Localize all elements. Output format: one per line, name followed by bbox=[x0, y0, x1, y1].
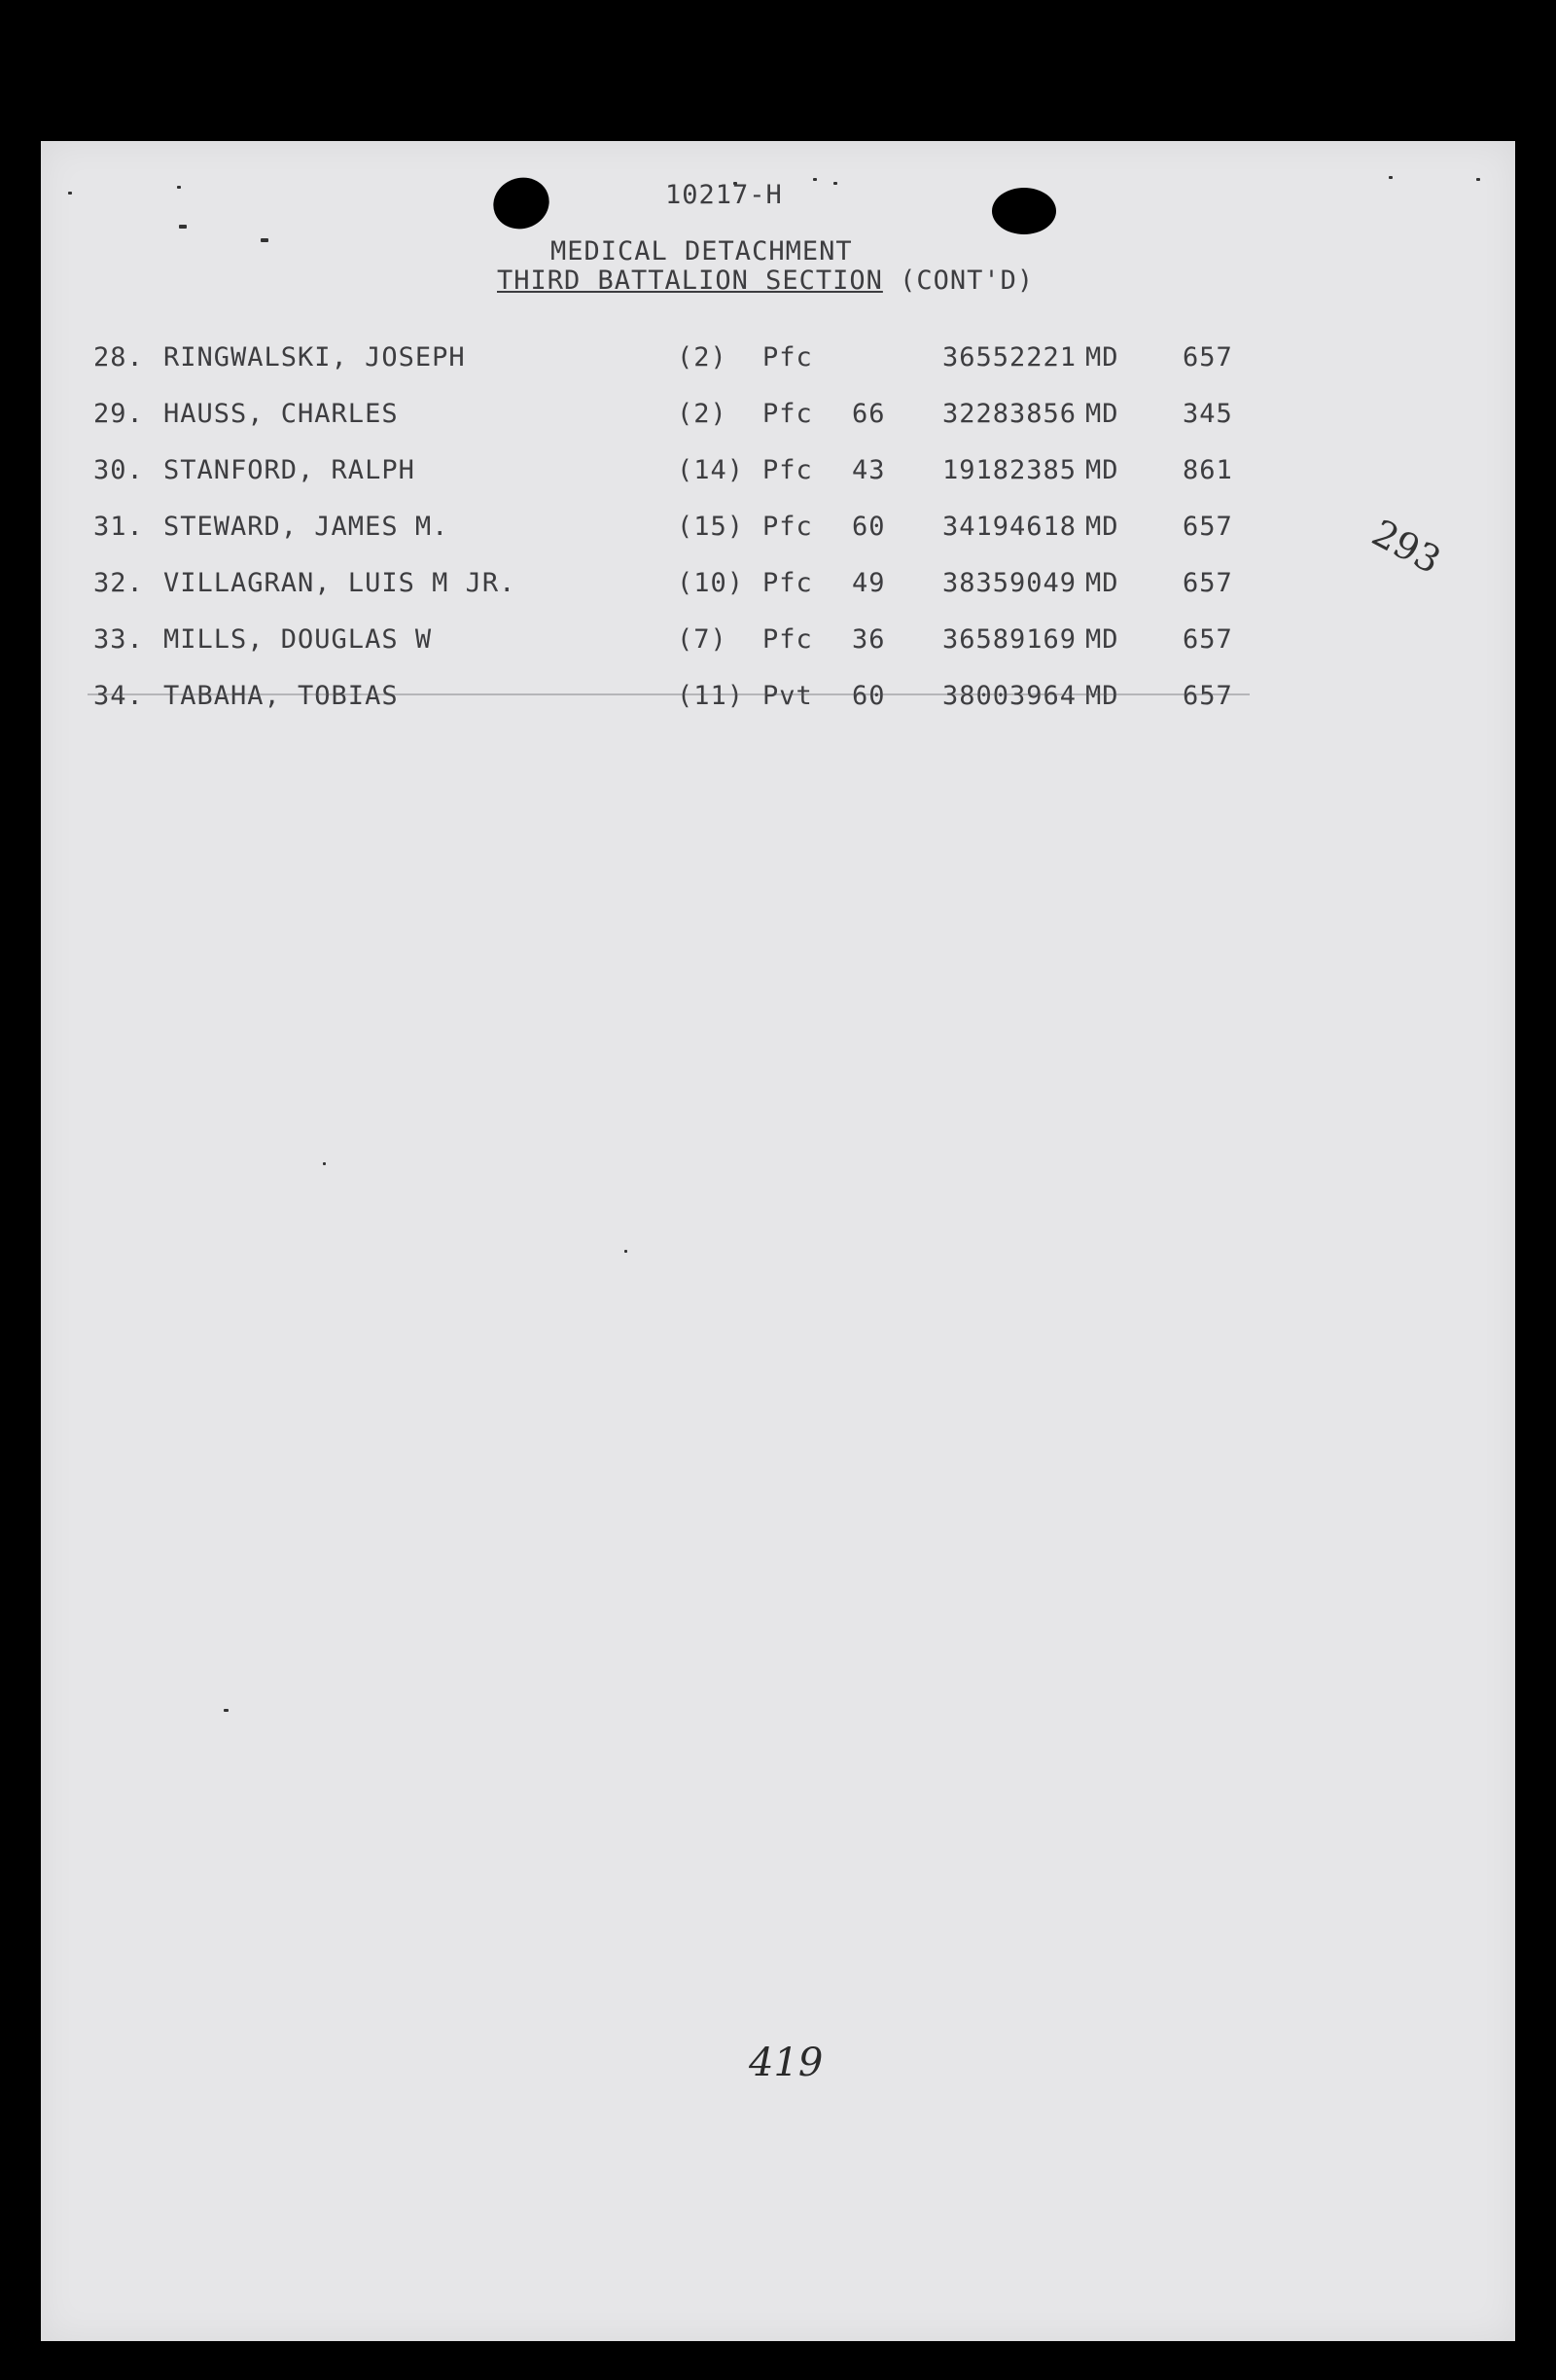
roster-row bbox=[93, 624, 1309, 681]
department: MD bbox=[1085, 568, 1119, 598]
ink-speck bbox=[1389, 176, 1393, 179]
department: MD bbox=[1085, 681, 1119, 711]
strikethrough-line bbox=[88, 693, 1250, 695]
serial-number: 32283856 bbox=[942, 399, 1078, 429]
ink-speck bbox=[68, 192, 72, 195]
reference-code: 657 bbox=[1183, 681, 1233, 711]
reference-code: 345 bbox=[1183, 399, 1233, 429]
reference-code: 861 bbox=[1183, 455, 1233, 485]
serial-number: 19182385 bbox=[942, 455, 1078, 485]
rank: Pfc bbox=[762, 512, 813, 542]
age: 60 bbox=[852, 512, 886, 542]
row-number: 28. bbox=[93, 342, 144, 373]
serial-number: 38003964 bbox=[942, 681, 1078, 711]
section-subtitle-suffix: (CONT'D) bbox=[882, 266, 1035, 296]
document-number: 10217-H bbox=[665, 180, 783, 210]
age: 49 bbox=[852, 568, 886, 598]
reference-code: 657 bbox=[1183, 624, 1233, 655]
row-number: 31. bbox=[93, 512, 144, 542]
ink-speck bbox=[624, 1250, 627, 1253]
ink-speck bbox=[1476, 178, 1480, 181]
rank: Pvt bbox=[762, 681, 813, 711]
roster-row bbox=[93, 681, 1309, 737]
handwritten-page-number: 419 bbox=[749, 2041, 824, 2085]
reference-code: 657 bbox=[1183, 512, 1233, 542]
unit-code: (10) bbox=[677, 568, 745, 598]
unit-code: (7) bbox=[677, 624, 727, 655]
punch-hole-right bbox=[992, 188, 1056, 234]
ink-speck bbox=[261, 238, 268, 242]
rank: Pfc bbox=[762, 568, 813, 598]
row-number: 29. bbox=[93, 399, 144, 429]
age: 60 bbox=[852, 681, 886, 711]
section-subtitle bbox=[497, 266, 1034, 296]
age: 36 bbox=[852, 624, 886, 655]
rank: Pfc bbox=[762, 342, 813, 373]
serial-number: 34194618 bbox=[942, 512, 1078, 542]
serial-number: 36589169 bbox=[942, 624, 1078, 655]
age: 43 bbox=[852, 455, 886, 485]
reference-code: 657 bbox=[1183, 342, 1233, 373]
department: MD bbox=[1085, 512, 1119, 542]
roster-row bbox=[93, 399, 1309, 455]
soldier-name: HAUSS, CHARLES bbox=[163, 399, 399, 429]
department: MD bbox=[1085, 399, 1119, 429]
ink-speck bbox=[813, 178, 817, 181]
unit-code: (2) bbox=[677, 342, 727, 373]
soldier-name: STANFORD, RALPH bbox=[163, 455, 415, 485]
ink-speck bbox=[833, 182, 837, 185]
section-title: MEDICAL DETACHMENT bbox=[550, 236, 853, 266]
soldier-name: RINGWALSKI, JOSEPH bbox=[163, 342, 466, 373]
age: 66 bbox=[852, 399, 886, 429]
unit-code: (14) bbox=[677, 455, 745, 485]
roster-row bbox=[93, 342, 1309, 399]
serial-number: 38359049 bbox=[942, 568, 1078, 598]
roster-row bbox=[93, 568, 1309, 624]
soldier-name: MILLS, DOUGLAS W bbox=[163, 624, 433, 655]
punch-hole-left bbox=[486, 170, 556, 237]
soldier-name: STEWARD, JAMES M. bbox=[163, 512, 449, 542]
section-subtitle-main: THIRD BATTALION SECTION bbox=[497, 266, 883, 296]
ink-speck bbox=[177, 186, 181, 189]
department: MD bbox=[1085, 342, 1119, 373]
row-number: 30. bbox=[93, 455, 144, 485]
row-number: 34. bbox=[93, 681, 144, 711]
unit-code: (15) bbox=[677, 512, 745, 542]
row-number: 32. bbox=[93, 568, 144, 598]
row-number: 33. bbox=[93, 624, 144, 655]
rank: Pfc bbox=[762, 399, 813, 429]
roster-list bbox=[93, 342, 1309, 737]
serial-number: 36552221 bbox=[942, 342, 1078, 373]
ink-speck bbox=[323, 1162, 326, 1165]
rank: Pfc bbox=[762, 624, 813, 655]
soldier-name: TABAHA, TOBIAS bbox=[163, 681, 399, 711]
reference-code: 657 bbox=[1183, 568, 1233, 598]
ink-speck bbox=[224, 1709, 229, 1712]
soldier-name: VILLAGRAN, LUIS M JR. bbox=[163, 568, 516, 598]
department: MD bbox=[1085, 624, 1119, 655]
rank: Pfc bbox=[762, 455, 813, 485]
ink-speck bbox=[179, 225, 187, 229]
roster-row bbox=[93, 512, 1309, 568]
roster-row bbox=[93, 455, 1309, 512]
department: MD bbox=[1085, 455, 1119, 485]
unit-code: (2) bbox=[677, 399, 727, 429]
unit-code: (11) bbox=[677, 681, 745, 711]
stamped-number: 293 bbox=[1364, 511, 1448, 583]
